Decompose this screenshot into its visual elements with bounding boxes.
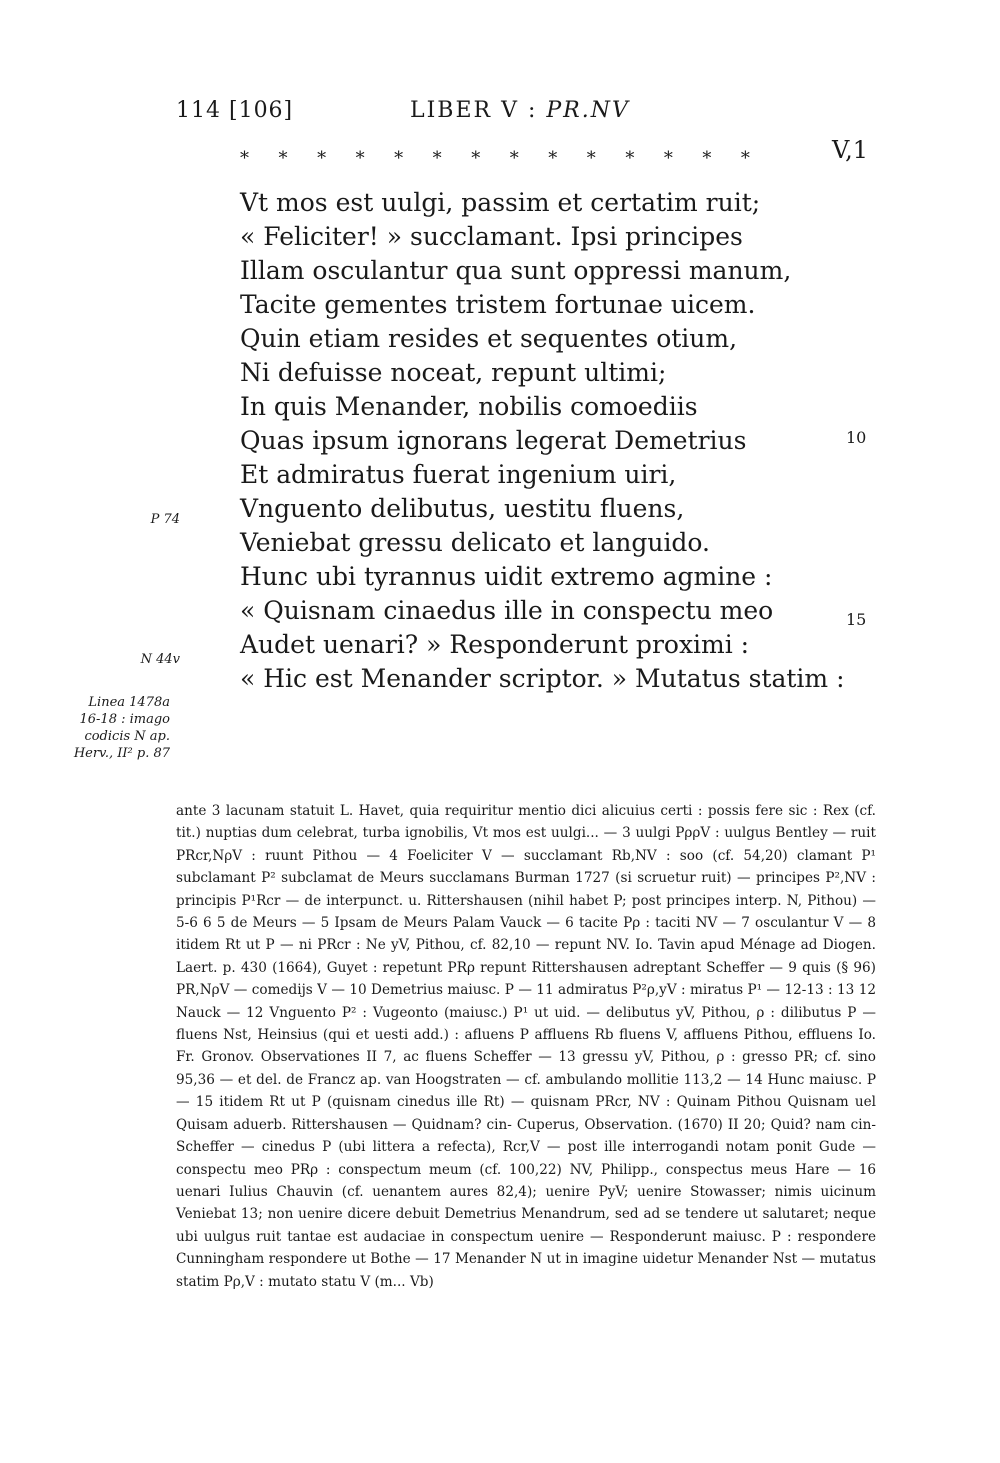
line-number-15: 15 <box>846 610 867 629</box>
apparatus-part: ante 3 lacunam statuit L. Havet, quia requiritur mentio dici alicuius certi : possis fere sic : Rex (cf. tit.) nuptias dum celebrat, turba ignobilis, Vt mos est uulgi... — <box>176 803 876 842</box>
lacuna-star: * <box>702 148 712 169</box>
verse-line-3: Vt mos est uulgi, passim et certatim ruit; <box>240 188 761 217</box>
section-mark: V,1 <box>832 136 869 164</box>
verse-line-5: Illam osculantur qua sunt oppressi manum, <box>240 256 792 285</box>
lacuna-star: * <box>625 148 635 169</box>
lacuna-star: * <box>740 148 750 169</box>
page-number: 114 [106] <box>176 98 294 123</box>
lacuna-star: * <box>663 148 673 169</box>
margin-note-line: codicis N ap. <box>84 729 170 744</box>
lacuna-star: * <box>240 148 249 169</box>
verse-line-14: Hunc ubi tyrannus uidit extremo agmine : <box>240 562 773 591</box>
verse-line-7: Quin etiam resides et sequentes otium, <box>240 324 738 353</box>
apparatus-part: 3 uulgi PρρV : uulgus Bentley — ruit PRcr,NρV : ruunt Pithou — 4 Foeliciter V — succlamant Rb,NV : soo (cf. 54,20) clamant P¹ subclamant P² subclamat de Meurs succlamans Burman 1727 (si scruetur ruit) — principes P²,NV : principis P¹Rcr — de interpunct. u. Rittershausen (nihil habet P; post principes interp. N, Pithou) — 5-6 6 5 de Meurs — 5 Ipsam de Meurs Palam Vauck — 6 tacite Pρ : taciti NV — 7 osculantur V — 8 itidem Rt ut P — ni PRcr : Ne yV, Pithou, cf. 82,10 — repunt NV. Io. Tavin apud Ménage ad Diogen. Laert. p. 430 (1664), Guyet : repetunt PRρ repunt Rittershausen adreptant Scheffer — 9 quis (§ 96) PR,NρV — comedijs V — 10 Demetrius maiusc. P — 11 admiratus P²ρ,yV : miratus P¹ — <box>176 825 876 999</box>
lacuna-star: * <box>394 148 404 169</box>
lacuna-star: * <box>586 148 596 169</box>
margin-note-line: Linea 1478a <box>88 695 170 710</box>
lacuna-star: * <box>355 148 365 169</box>
lacuna-star: * <box>509 148 519 169</box>
lacuna-star: * <box>548 148 558 169</box>
margin-note-line: Herv., II² p. 87 <box>73 746 170 761</box>
apparatus-part: 12-13 : 13 12 Nauck — 12 Vnguento P² : Vugeonto (maiusc.) P¹ ut uid. — delibutus yV, Pithou, ρ : dilibutus P — fluens Nst, Heinsius (qui et uesti add.) : afluens P affluens Rb fluens V, affluens Pithou, effluens Io. Fr. Gronov. Observationes II 7, ac fluens Scheffer — 13 gressu yV, Pithou, ρ : gresso PR; cf. sino 95,36 — et del. de Francz ap. van Hoogstraten — cf. ambulando mollitie 113,2 — 14 Hunc maiusc. P — 15 itidem Rt ut P (quisnam cinedus ille Rt) — quisnam PRcr, NV : Quinam Pithou Quisnam uel Quisam aduerb. Rittershausen — Quidnam? cin- Cuperus, Observation. (1670) II 20; Quid? nam cin- Scheffer — cinedus P (ubi littera a refecta), Rcr,V — post ille interrogandi notam ponit Gude — conspectu meo PRρ : conspectum meum (cf. 100,22) NV, Philipp., conspectus meus Hare — 16 uenari Iulius Chauvin (cf. uenantem aures 82,4); uenire PyV; uenire Stowasser; nimis uicinum Veniebat 13; non uenire dicere debuit Demetrius Menandrum, sed ad se tendere ut salutaret; neque ubi uulgus ruit tantae est audaciae in conspectum uenire — Responderunt maiusc. P : respondere Cunningham respondere ut Bothe — 17 Menander N ut in imagine uidetur Menander Nst — mutatus statim Pρ,V : mutato statu V (m... Vb) <box>176 982 876 1290</box>
verse-line-17: « Hic est Menander scriptor. » Mutatus statim : <box>240 664 845 693</box>
verse-line-9: In quis Menander, nobilis comoediis <box>240 392 698 421</box>
lacuna-star: * <box>432 148 442 169</box>
verse-line-12: Vnguento delibutus, uestitu fluens, <box>240 494 685 523</box>
margin-note-image <box>40 694 170 762</box>
verse-line-16: Audet uenari? » Responderunt proximi : <box>240 630 750 659</box>
verse-line-4: « Feliciter! » succlamant. Ipsi principes <box>240 222 743 251</box>
verse-line-13: Veniebat gressu delicato et languido. <box>240 528 710 557</box>
verse-line-11: Et admiratus fuerat ingenium uiri, <box>240 460 677 489</box>
margin-ref-n: N 44v <box>140 652 180 667</box>
lacuna-star: * <box>317 148 327 169</box>
page-header <box>0 98 1000 164</box>
lacuna-star: * <box>278 148 288 169</box>
margin-note-line: 16-18 : imago <box>79 712 170 727</box>
lacuna-star: * <box>471 148 481 169</box>
verse-line-6: Tacite gementes tristem fortunae uicem. <box>240 290 756 319</box>
running-title-sigla: PR.NV <box>546 98 630 123</box>
verse-line-15: « Quisnam cinaedus ille in conspectu meo <box>240 596 774 625</box>
verse-line-10: Quas ipsum ignorans legerat Demetrius <box>240 426 747 455</box>
running-title-text: LIBER V : <box>410 98 547 123</box>
verse-line-8: Ni defuisse noceat, repunt ultimi; <box>240 358 667 387</box>
lacuna-marks <box>240 148 750 169</box>
line-number-10: 10 <box>846 428 867 447</box>
margin-ref-p: P 74 <box>150 512 180 527</box>
verse-block <box>240 186 845 696</box>
critical-apparatus <box>176 800 876 1293</box>
running-title <box>410 98 630 123</box>
